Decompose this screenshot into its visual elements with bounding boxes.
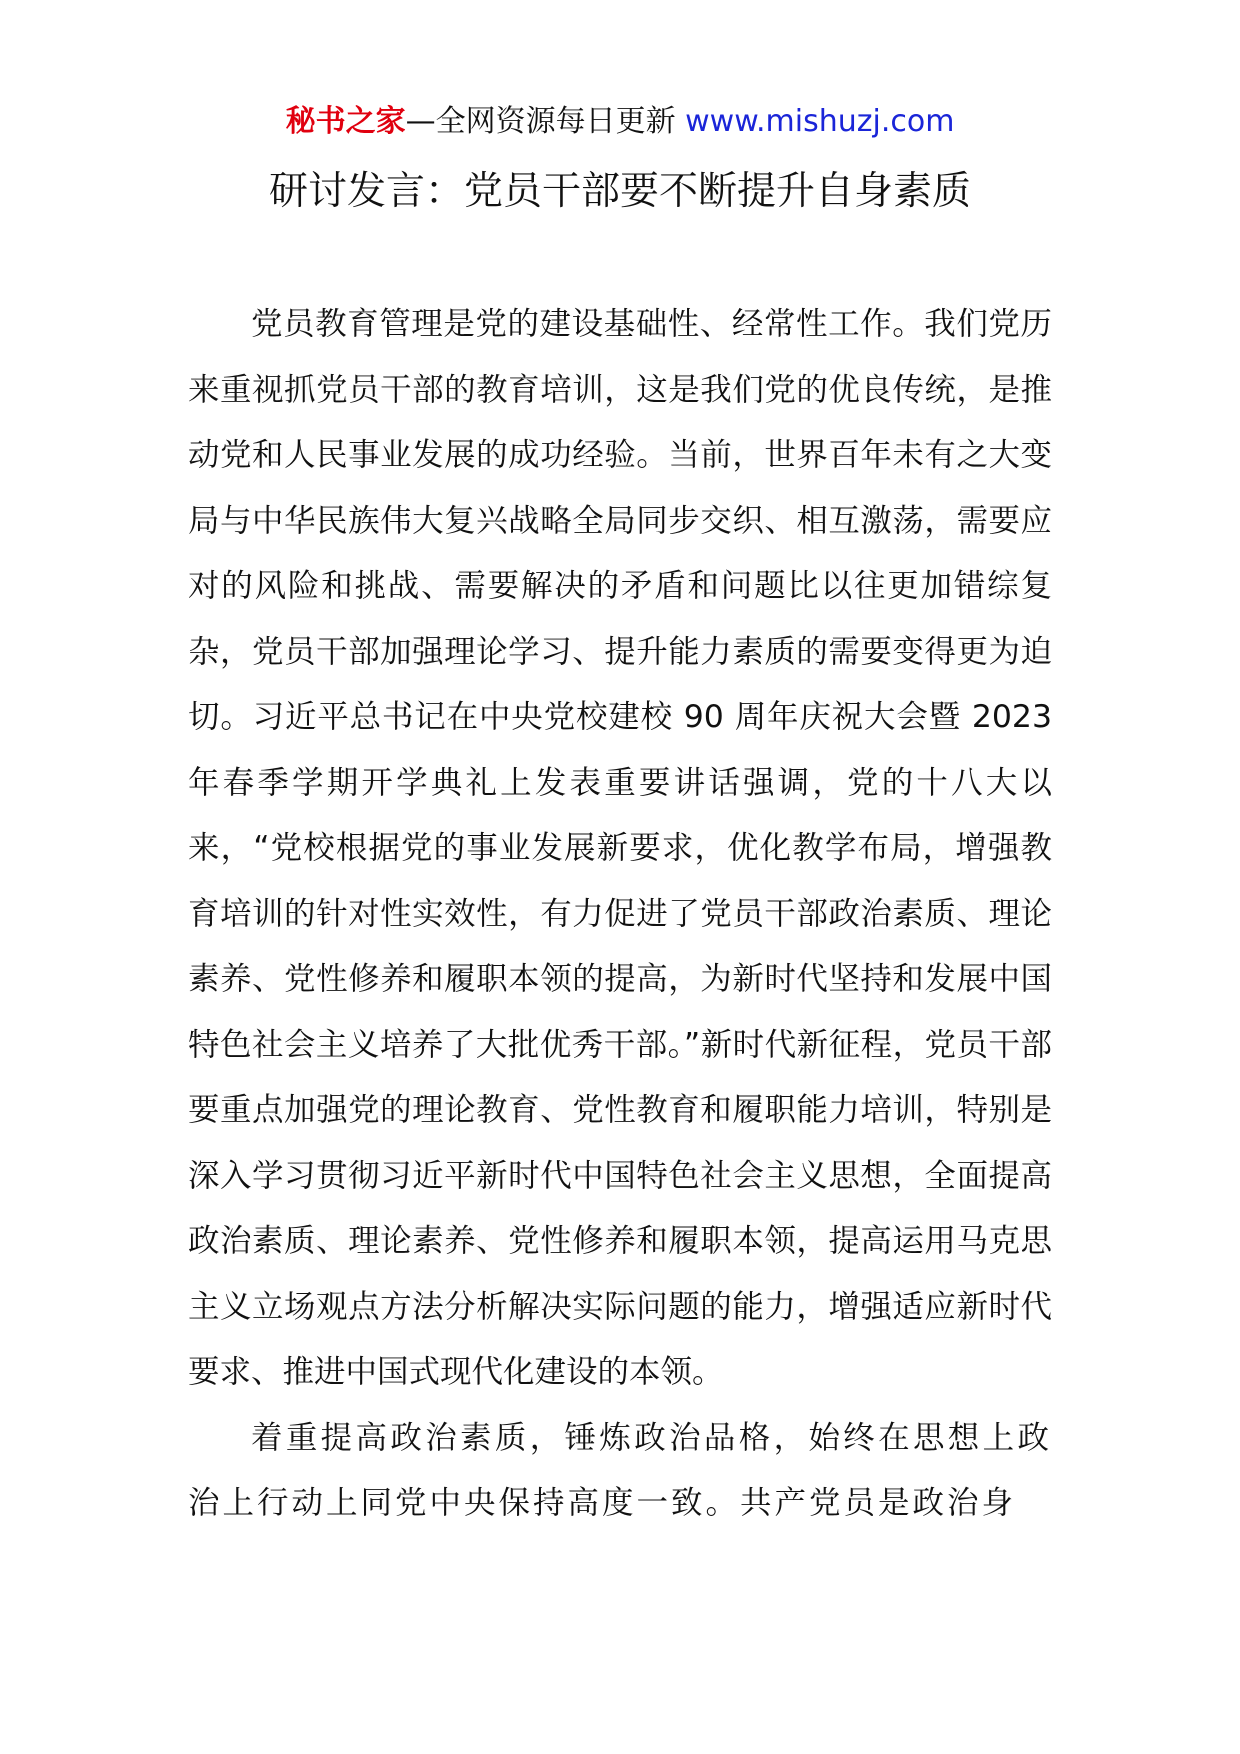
site-url-link[interactable]: www.mishuzj.com — [685, 104, 955, 139]
body-paragraph-1: 党员教育管理是党的建设基础性、经常性工作。我们党历来重视抓党员干部的教育培训，这是我们党的优良传统，是推动党和人民事业发展的成功经验。当前，世界百年未有之大变局与中华民族伟大复兴战略全局同步交织、相互激荡，需要应对的风险和挑战、需要解决的矛盾和问题比以往更加错综复杂，党员干部加强理论学习、提升能力素质的需要变得更为迫切。习近平总书记在中央党校建校 90 周年庆祝大会暨 2023 年春季学期开学典礼上发表重要讲话强调，党的十八大以来，“党校根据党的事业发展新要求，优化教学布局，增强教育培训的针对性实效性，有力促进了党员干部政治素质、理论素养、党性修养和履职本领的提高，为新时代坚持和发展中国特色社会主义培养了大批优秀干部。”新时代新征程，党员干部要重点加强党的理论教育、党性教育和履职能力培训，特别是深入学习贯彻习近平新时代中国特色社会主义思想，全面提高政治素质、理论素养、党性修养和履职本领，提高运用马克思主义立场观点方法分析解决实际问题的能力，增强适应新时代要求、推进中国式现代化建设的本领。 — [188, 306, 1052, 1390]
site-brand: 秘书之家 — [285, 104, 406, 139]
site-slogan: —全网资源每日更新 — [405, 104, 676, 139]
document-title: 研讨发言：党员干部要不断提升自身素质 — [268, 169, 971, 214]
body-paragraph-2: 着重提高政治素质，锤炼政治品格，始终在思想上政治上行动上同党中央保持高度一致。共产党员是政治身 — [188, 1419, 1052, 1521]
document-body — [188, 292, 1052, 1537]
site-header — [0, 100, 1240, 144]
